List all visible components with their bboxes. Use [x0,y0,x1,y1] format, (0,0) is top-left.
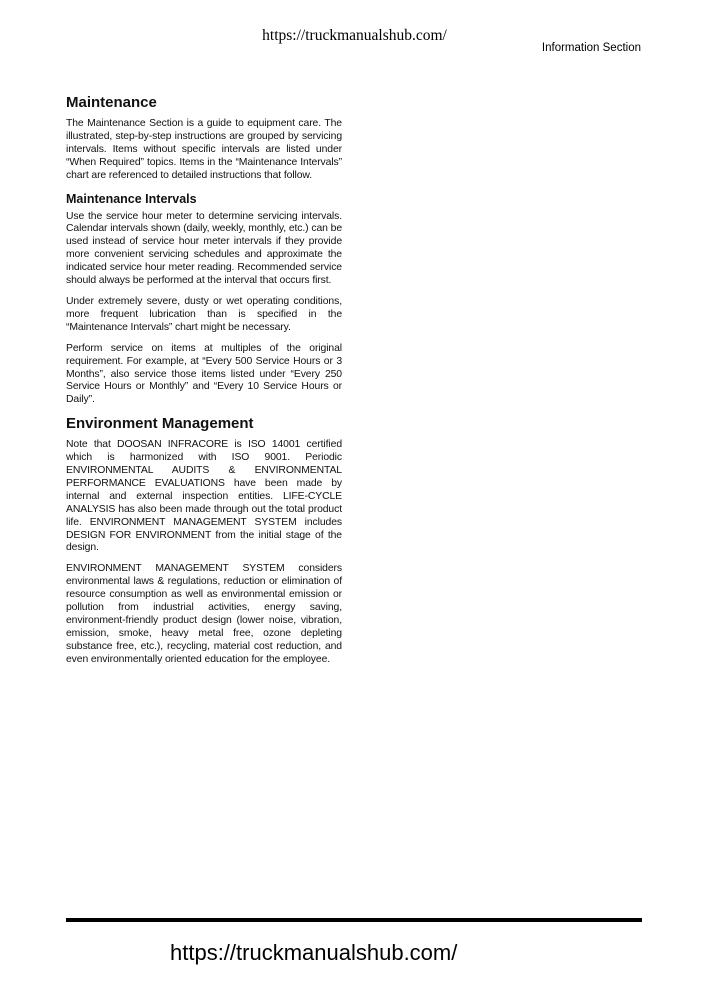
intervals-paragraph-2: Under extremely severe, dusty or wet operating conditions, more frequent lubrication than is specified in the “Maintenance Intervals” chart might be necessary. [66,295,342,333]
environment-paragraph-1: Note that DOOSAN INFRACORE is ISO 14001 certified which is harmonized with ISO 9001. Periodic ENVIRONMENTAL AUDITS & ENVIRONMENTAL PERFORMANCE EVALUATIONS have been made by internal and external inspection entities. LIFE-CYCLE ANALYSIS has also been made through out the total product life. ENVIRONMENT MANAGEMENT SYSTEM includes DESIGN FOR ENVIRONMENT from the initial stage of the design. [66,439,342,554]
maintenance-heading: Maintenance [66,94,157,111]
header-url[interactable]: https://truckmanualshub.com/ [262,27,447,44]
environment-paragraph-2: ENVIRONMENT MANAGEMENT SYSTEM considers environmental laws & regulations, reduction or elimination of resource consumption as well as environmental emission or pollution from industrial activities, energy saving, environment-friendly product design (lower noise, vibration, emission, smoke, heavy metal free, ozone depleting substance free, etc.), recycling, material cost reduction, and even environmentally oriented education for the employee. [66,563,342,665]
main-column [66,94,342,675]
footer-divider [66,918,642,922]
environment-heading: Environment Management [66,415,254,433]
intervals-paragraph-1: Use the service hour meter to determine servicing intervals. Calendar intervals shown (daily, weekly, monthly, etc.) can be used instead of service hour meter intervals if they provide more convenient servicing schedules and approximate the indicated service hour meter reading. Recommended service should always be performed at the interval that occurs first. [66,210,342,287]
section-label: Information Section [541,42,641,54]
maintenance-intro: The Maintenance Section is a guide to equipment care. The illustrated, step-by-step instructions are grouped by servicing intervals. Items without specific intervals are listed under “When Required” topics. Items in the “Maintenance Intervals” chart are referenced to detailed instructions that follow. [66,118,342,181]
maintenance-intervals-heading: Maintenance Intervals [66,191,197,206]
intervals-paragraph-3: Perform service on items at multiples of the original requirement. For example, at “Every 500 Service Hours or 3 Months”, also service those items listed under “Every 250 Service Hours or Monthly” and “Every 10 Service Hours or Daily”. [66,342,342,406]
footer-url[interactable]: https://truckmanualshub.com/ [170,940,458,965]
